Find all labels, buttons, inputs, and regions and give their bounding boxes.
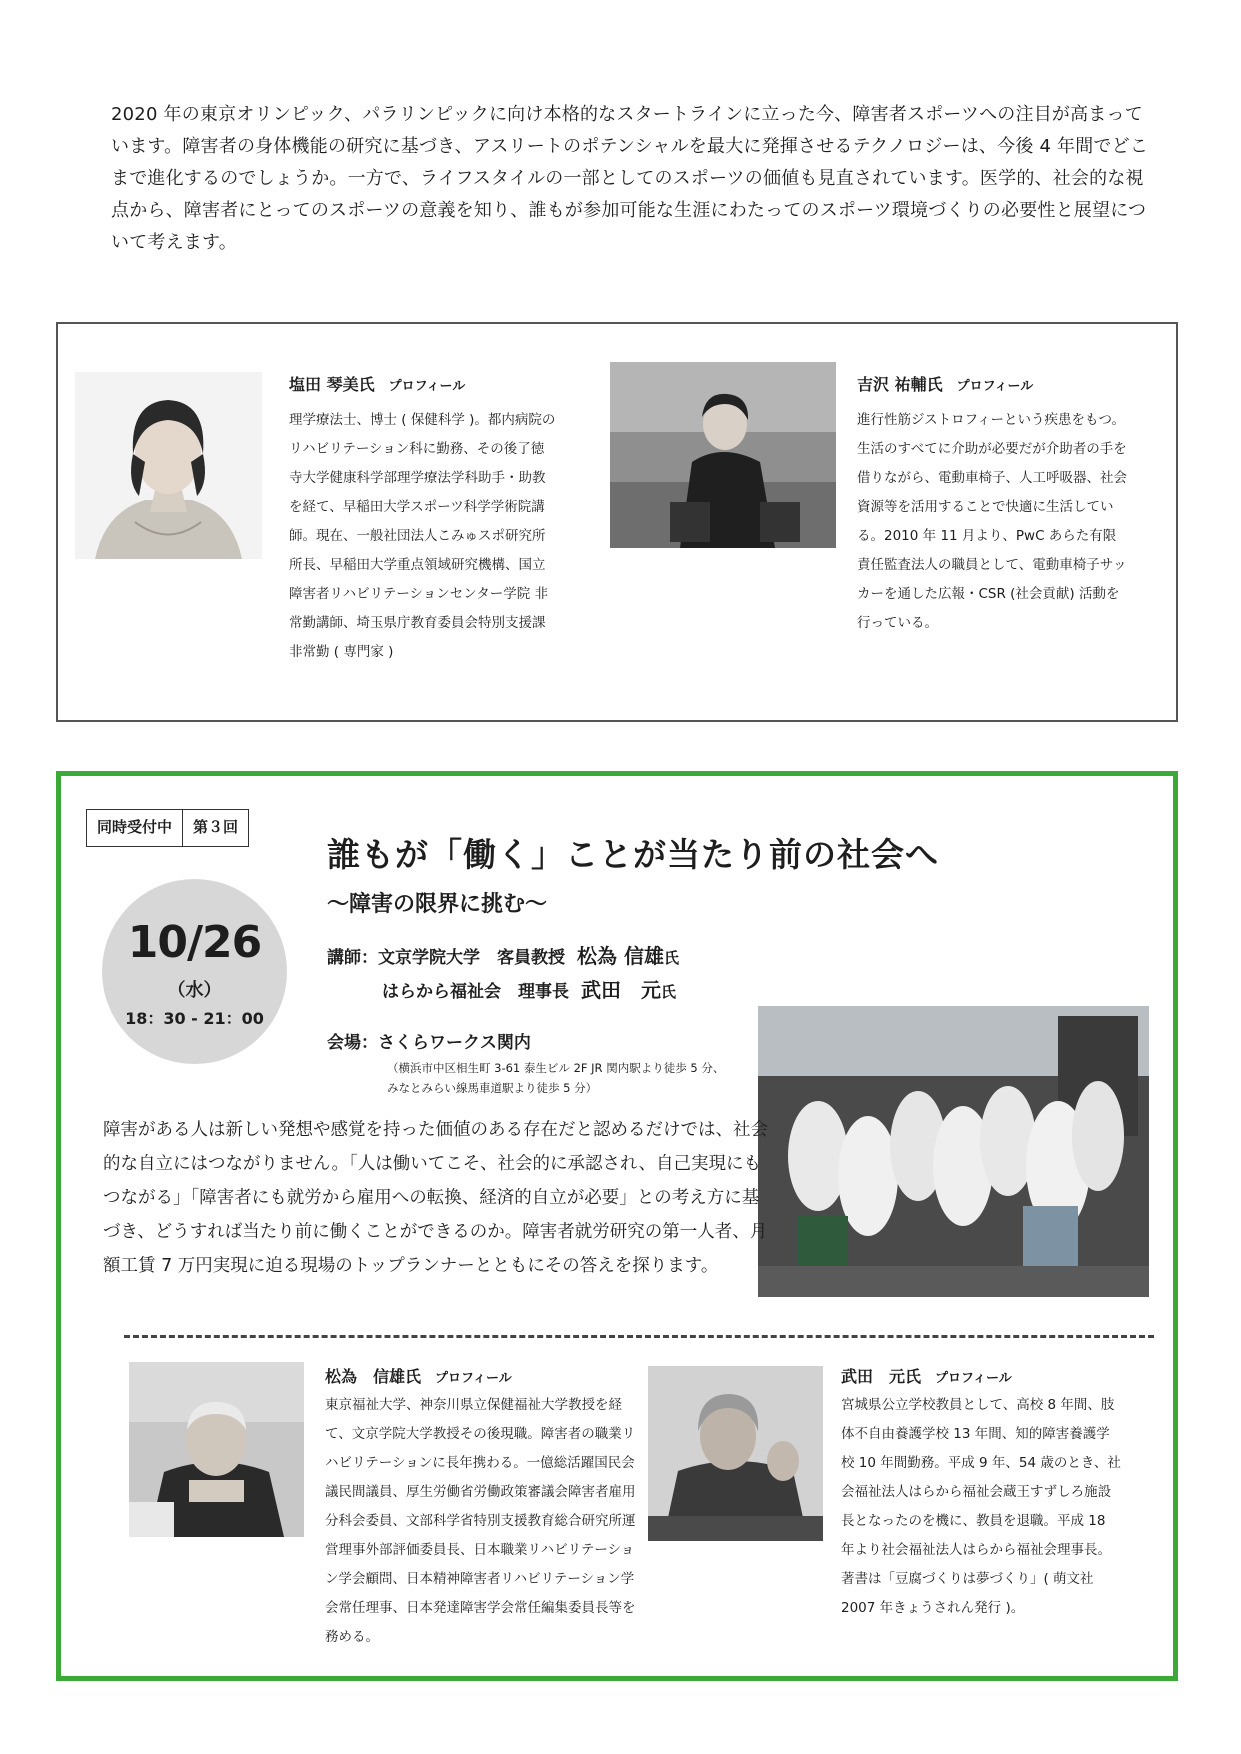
- speaker-profiles-box: [56, 322, 1178, 722]
- event-session-3-box: [56, 771, 1178, 1681]
- event-subtitle: ～障害の限界に挑む～: [327, 892, 548, 917]
- workers-group-photo: [758, 1006, 1149, 1297]
- lecturer-1: [327, 940, 679, 969]
- shiota-profile-heading: [289, 372, 465, 395]
- event-weekday: （水）: [167, 980, 222, 1001]
- registration-open-tag: 同時受付中: [97, 818, 173, 836]
- shiota-profile-text: 理学療法士、博士 ( 保健科学 )。都内病院のリハビリテーション科に勤務、その後了徳寺大学健康科学部理学療法学科助手・助教を経て、早稲田大学スポーツ科学学術院講師。現在、一般社団法人こみゅスポ研究所 所長、早稲田大学重点領域研究機構、国立障害者リハビリテーションセンター学院 非常勤講師、埼玉県庁教育委員会特別支援課 非常勤 ( 専門家 ): [289, 412, 556, 660]
- venue-label: 会場：: [327, 1033, 378, 1053]
- event-time: 18：30 - 21：00: [125, 1009, 264, 1028]
- honorific: 氏: [663, 949, 679, 967]
- shiota-name: 塩田 琴美氏: [289, 375, 375, 394]
- matsui-photo: [129, 1362, 304, 1537]
- lecturer-1-org: 文京学院大学 客員教授: [378, 948, 565, 968]
- venue: [327, 1028, 531, 1053]
- session-tag: [86, 809, 249, 847]
- session-number-tag: 第３回: [182, 810, 248, 846]
- yoshizawa-photo: [610, 362, 836, 548]
- lecturer-1-name: 松為 信雄: [577, 944, 664, 968]
- event-title: 誰もが「働く」ことが当たり前の社会へ: [327, 835, 939, 874]
- yoshizawa-name: 吉沢 祐輔氏: [857, 375, 943, 394]
- takeda-photo: [648, 1366, 823, 1541]
- lecturer-2-name: 武田 元: [581, 978, 661, 1002]
- takeda-profile-text: 宮城県公立学校教員として、高校 8 年間、肢体不自由養護学校 13 年間、知的障害養護学校 10 年間勤務。平成 9 年、54 歳のとき、社会福祉法人はらから福祉会蔵王すずしろ施設長となったのを機に、教員を退職。平成 18 年より社会福祉法人はらから福祉会理事長。著書は「豆腐づくりは夢づくり」( 萌文社 2007 年きょうされん発行 )。: [841, 1397, 1121, 1616]
- lecturer-2-org: はらから福祉会 理事長: [382, 982, 569, 1002]
- venue-name: さくらワークス関内: [378, 1033, 531, 1053]
- takeda-profile-heading: [841, 1364, 1012, 1387]
- profile-label: プロフィール: [935, 1371, 1012, 1386]
- intro-paragraph: 2020 年の東京オリンピック、パラリンピックに向け本格的なスタートラインに立った今、障害者スポーツへの注目が高まっています。障害者の身体機能の研究に基づき、アスリートのポテンシャルを最大に発揮させるテクノロジーは、今後 4 年間でどこまで進化するのでしょうか。一方で、ライフスタイルの一部としてのスポーツの価値も見直されています。医学的、社会的な視点から、障害者にとってのスポーツの意義を知り、誰もが参加可能な生涯にわたってのスポーツ環境づくりの必要性と展望について考えます。: [111, 104, 1149, 253]
- takeda-name: 武田 元氏: [841, 1367, 922, 1386]
- venue-address: （横浜市中区相生町 3-61 泰生ビル 2F JR 関内駅より徒歩 5 分、みなとみらい線馬車道駅より徒歩 5 分）: [387, 1061, 725, 1095]
- lecturer-2: [382, 974, 676, 1003]
- yoshizawa-profile-text: 進行性筋ジストロフィーという疾患をもつ。生活のすべてに介助が必要だが介助者の手を借りながら、電動車椅子、人工呼吸器、社会資源等を活用することで快適に生活している。2010 年 11 月より、PwC あらた有限責任監査法人の職員として、電動車椅子サッカーを通した広報・CSR (社会貢献) 活動を行っている。: [857, 412, 1127, 631]
- event-date: 10/26: [127, 917, 262, 968]
- dashed-divider: [124, 1335, 1154, 1338]
- lecturer-label: 講師：: [327, 948, 378, 968]
- event-description: 障害がある人は新しい発想や感覚を持った価値のある存在だと認めるだけでは、社会的な自立にはつながりません。「人は働いてこそ、社会的に承認され、自己実現にもつながる」「障害者にも就労から雇用への転換、経済的自立が必要」との考え方に基づき、どうすれば当たり前に働くことができるのか。障害者就労研究の第一人者、月額工賃 7 万円実現に迫る現場のトップランナーとともにその答えを探ります。: [103, 1120, 768, 1276]
- yoshizawa-profile-heading: [857, 372, 1033, 395]
- profile-label: プロフィール: [435, 1371, 512, 1386]
- matsui-profile-heading: [325, 1364, 512, 1387]
- matsui-name: 松為 信雄氏: [325, 1367, 422, 1386]
- profile-label: プロフィール: [956, 379, 1034, 394]
- date-badge: [102, 879, 287, 1064]
- matsui-profile-text: 東京福祉大学、神奈川県立保健福祉大学教授を経て、文京学院大学教授その後現職。障害者の職業リハビリテーションに長年携わる。一億総活躍国民会議民間議員、厚生労働省労働政策審議会障害者雇用分科会委員、文部科学省特別支援教育総合研究所運営理事外部評価委員長、日本職業リハビリテーション学会顧問、日本精神障害者リハビリテーション学会常任理事、日本発達障害学会常任編集委員長等を務める。: [325, 1397, 636, 1645]
- honorific: 氏: [661, 983, 677, 1001]
- shiota-portrait-photo: [75, 372, 262, 559]
- profile-label: プロフィール: [388, 379, 466, 394]
